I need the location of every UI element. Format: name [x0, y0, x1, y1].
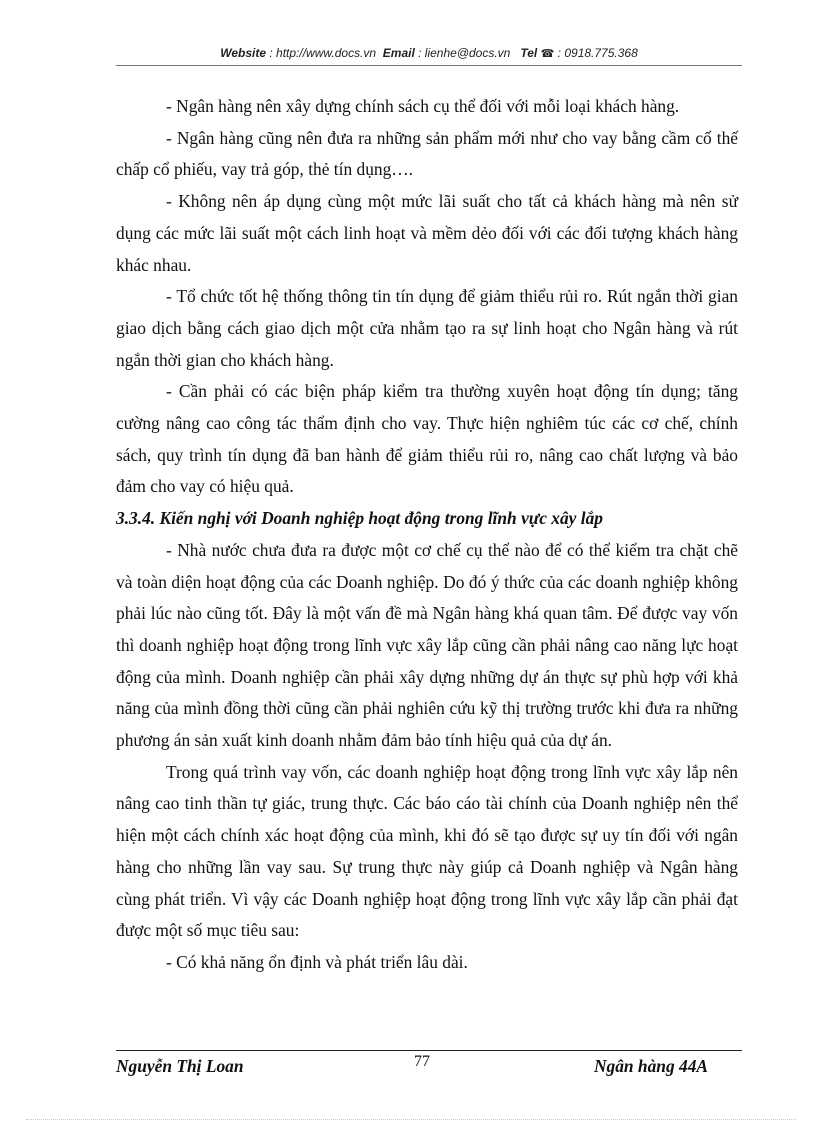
footer-department: Ngân hàng 44A	[593, 1056, 708, 1076]
section-paragraph: Trong quá trình vay vốn, các doanh nghiệp hoạt động trong lĩnh vực xây lắp nên nâng cao tinh thần tự giác, trung thực. Các báo cáo tài chính của Doanh nghiệp nên thể hiện một cách chính xác hoạt động của mình, khi đó sẽ tạo được sự uy tín đối với ngân hàng cho những lần vay sau. Sự trung thực này giúp cả Doanh nghiệp và Ngân hàng cùng phát triển. Vì vậy các Doanh nghiệp hoạt động trong lĩnh vực xây lắp cần phải đạt được một số mục tiêu sau:	[116, 761, 738, 941]
tel-label: Tel	[520, 46, 538, 60]
body-paragraph: - Ngân hàng cũng nên đưa ra những sản phẩm mới như cho vay bằng cầm cố thế chấp cổ phiếu, vay trả góp, thẻ tín dụng….	[116, 127, 738, 180]
page-edge-divider	[26, 1119, 796, 1120]
body-paragraph: - Ngân hàng nên xây dựng chính sách cụ thể đối với mỗi loại khách hàng.	[166, 96, 680, 116]
page-header	[116, 46, 742, 60]
section-paragraph: - Nhà nước chưa đưa ra được một cơ chế cụ thể nào để có thể kiểm tra chặt chẽ và toàn diện hoạt động của các Doanh nghiệp. Do đó ý thức của các doanh nghiệp không phải lúc nào cũng tốt. Đây là một vấn đề mà Ngân hàng khá quan tâm. Để được vay vốn thì doanh nghiệp hoạt động trong lĩnh vực xây lắp cũng cần phải nâng cao năng lực hoạt động của mình. Doanh nghiệp cần phải xây dựng những dự án thực sự phù hợp với khả năng của mình đồng thời cũng cần phải nghiên cứu kỹ thị trường trước khi đưa ra những phương án sản xuất kinh doanh nhằm đảm bảo tính hiệu quả của dự án.	[116, 539, 738, 751]
body-paragraph: - Không nên áp dụng cùng một mức lãi suất cho tất cả khách hàng mà nên sử dụng các mức lãi suất một cách linh hoạt và mềm dẻo đối với các đối tượng khách hàng khác nhau.	[116, 191, 738, 275]
email-label: Email	[382, 46, 415, 60]
tel-number: : 0918.775.368	[557, 46, 638, 60]
page-number: 77	[414, 1053, 430, 1070]
website-url[interactable]: : http://www.docs.vn	[269, 46, 377, 60]
header-divider	[116, 65, 742, 66]
email-address[interactable]: : lienhe@docs.vn	[418, 46, 511, 60]
body-paragraph: - Tổ chức tốt hệ thống thông tin tín dụng để giảm thiểu rủi ro. Rút ngắn thời gian giao dịch bằng cách giao dịch một cửa nhằm tạo ra sự linh hoạt cho Ngân hàng và rút ngắn thời gian cho khách hàng.	[116, 286, 738, 370]
body-paragraph: - Cần phải có các biện pháp kiểm tra thường xuyên hoạt động tín dụng; tăng cường nâng cao công tác thẩm định cho vay. Thực hiện nghiêm túc các cơ chế, chính sách, quy trình tín dụng đã ban hành để giảm thiểu rủi ro, nâng cao chất lượng và bảo đảm cho vay có hiệu quả.	[116, 381, 738, 497]
page-footer	[116, 1053, 708, 1079]
website-label: Website	[220, 46, 267, 60]
footer-divider	[116, 1050, 742, 1051]
footer-author: Nguyễn Thị Loan	[116, 1056, 244, 1076]
section-paragraph: - Có khả năng ổn định và phát triển lâu dài.	[166, 951, 468, 972]
section-heading: 3.3.4. Kiến nghị với Doanh nghiệp hoạt động trong lĩnh vực xây lắp	[116, 508, 603, 529]
telephone-icon: ☎	[540, 48, 555, 60]
document-body	[116, 91, 738, 979]
